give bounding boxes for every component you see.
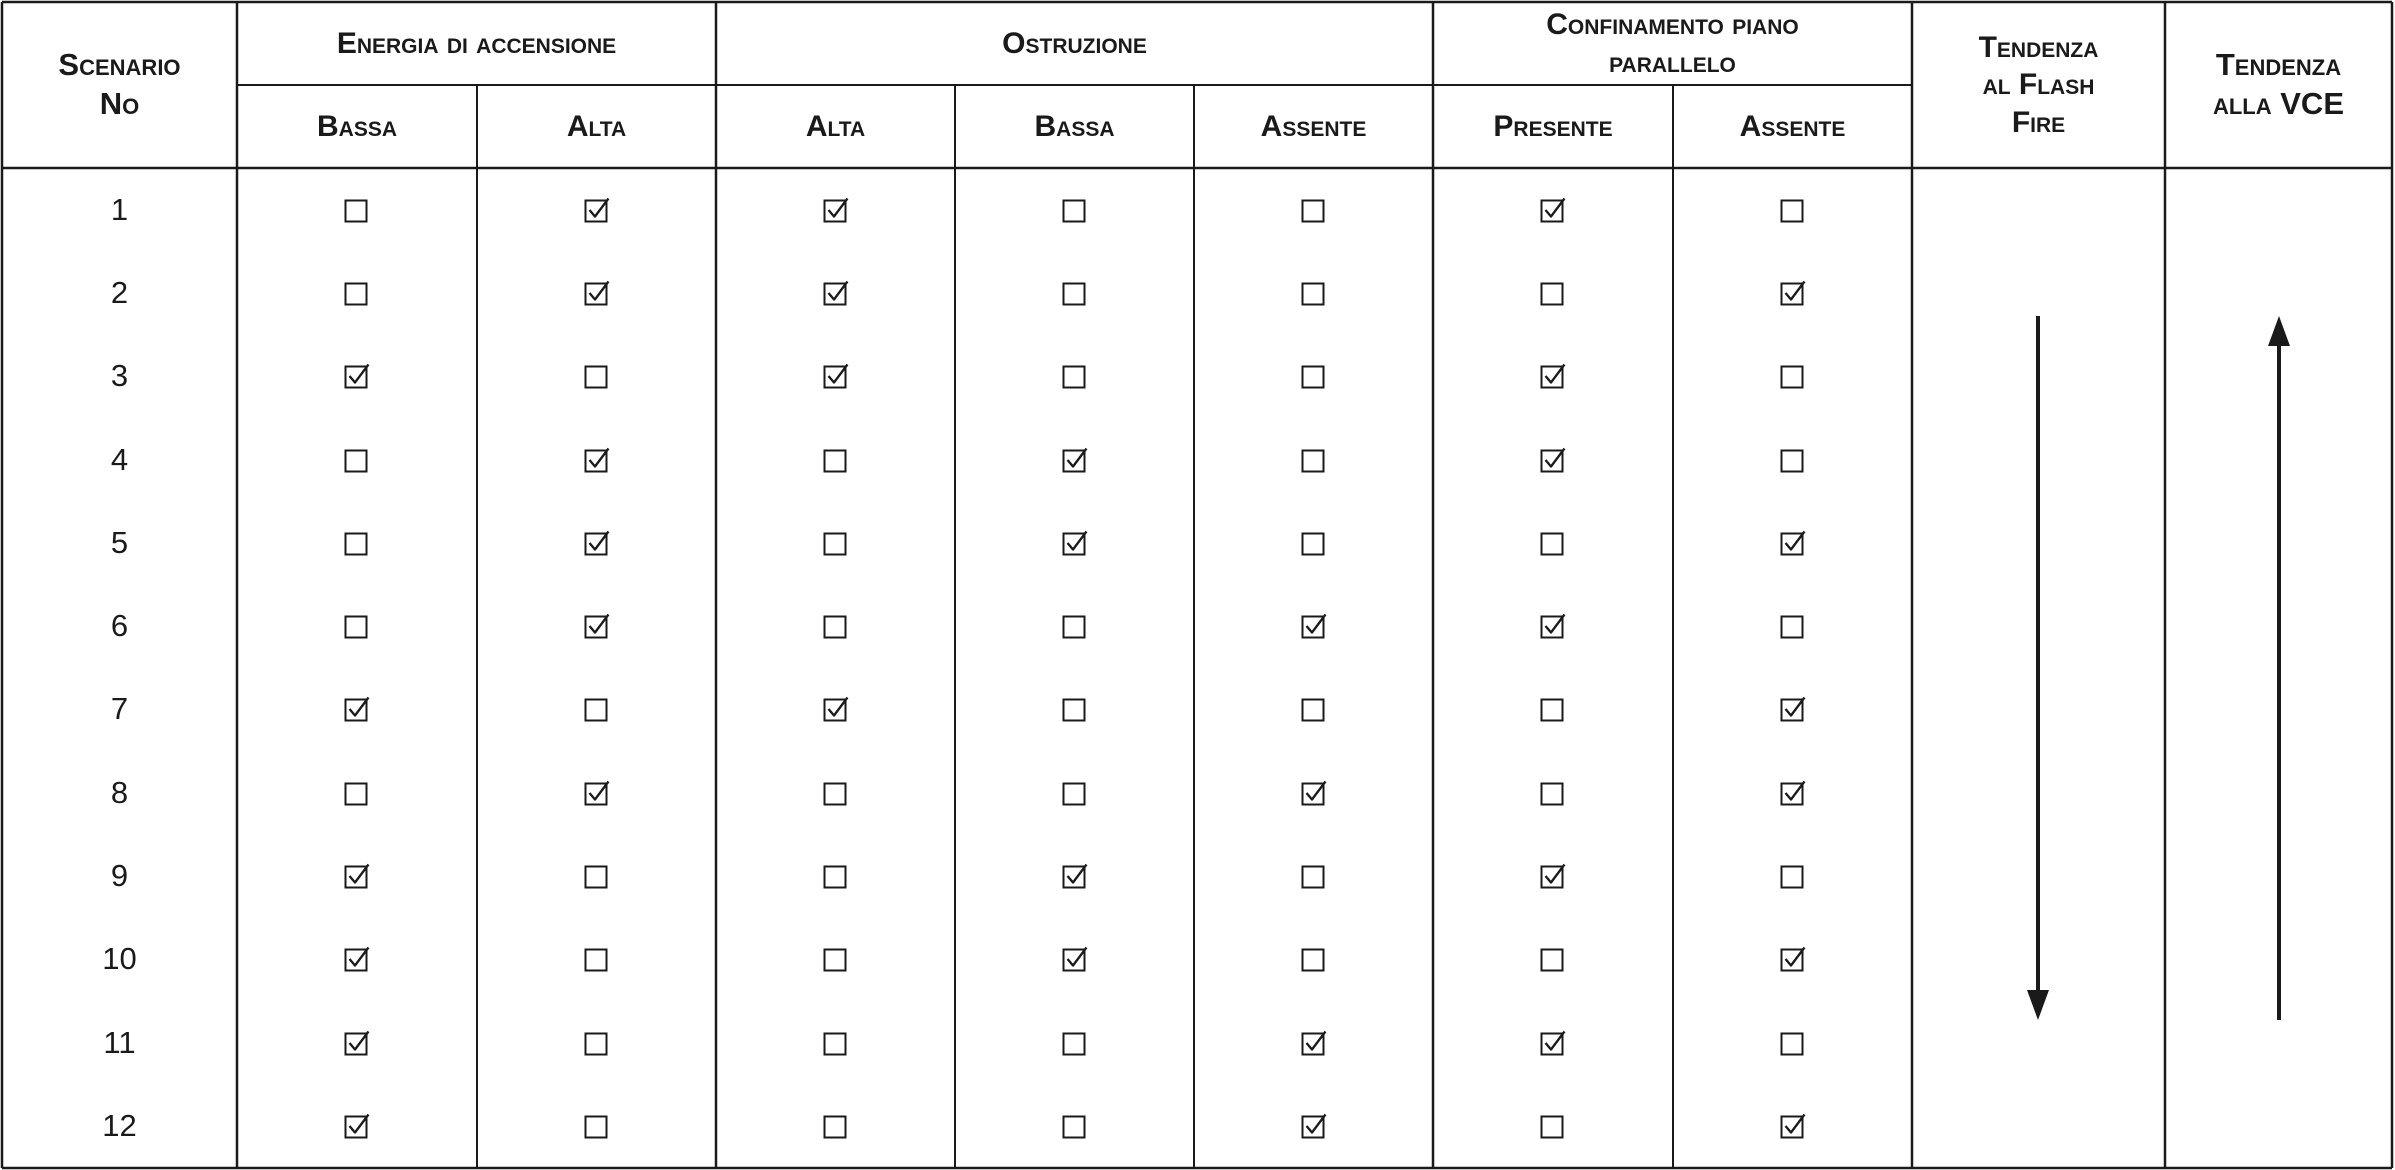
checkbox-cell-energy xyxy=(477,668,716,751)
checked-checkbox-icon xyxy=(344,863,370,889)
unchecked-checkbox-icon xyxy=(823,1030,849,1056)
scenario-number: 9 xyxy=(110,858,129,894)
checkbox-cell-energy xyxy=(237,918,477,1001)
checkbox-cell-obstruction xyxy=(716,918,955,1001)
unchecked-checkbox-icon xyxy=(1540,946,1566,972)
unchecked-checkbox-icon xyxy=(344,447,370,473)
checkbox-cell-confinement xyxy=(1433,251,1673,334)
checkbox-cell-confinement xyxy=(1673,585,1912,668)
unchecked-checkbox-icon xyxy=(823,613,849,639)
unchecked-checkbox-icon xyxy=(823,780,849,806)
header-confinamento: Confinamento piano parallelo xyxy=(1546,8,1799,79)
checkbox-cell-obstruction xyxy=(955,335,1194,418)
checked-checkbox-icon xyxy=(1540,613,1566,639)
checkbox-cell-energy xyxy=(237,834,477,917)
scenario-number: 11 xyxy=(103,1024,136,1060)
checked-checkbox-icon xyxy=(1540,1030,1566,1056)
checked-checkbox-icon xyxy=(1540,197,1566,223)
checkbox-cell-confinement xyxy=(1673,1001,1912,1084)
unchecked-checkbox-icon xyxy=(1301,530,1327,556)
unchecked-checkbox-icon xyxy=(1301,946,1327,972)
checkbox-cell-obstruction xyxy=(1194,251,1433,334)
subheader-ostruzione-0: Alta xyxy=(805,109,866,143)
checked-checkbox-icon xyxy=(823,197,849,223)
scenario-number: 1 xyxy=(110,191,129,227)
unchecked-checkbox-icon xyxy=(1062,197,1088,223)
checkbox-cell-obstruction xyxy=(955,918,1194,1001)
checkbox-cell-confinement xyxy=(1673,668,1912,751)
checkbox-cell-confinement xyxy=(1433,751,1673,834)
checked-checkbox-icon xyxy=(584,780,610,806)
checkbox-cell-obstruction xyxy=(1194,918,1433,1001)
checkbox-cell-confinement xyxy=(1433,418,1673,501)
checked-checkbox-icon xyxy=(1301,1113,1327,1139)
checkbox-cell-energy xyxy=(477,251,716,334)
checkbox-cell-confinement xyxy=(1433,1001,1673,1084)
unchecked-checkbox-icon xyxy=(1301,696,1327,722)
checkbox-cell-energy xyxy=(237,418,477,501)
checkbox-cell-energy xyxy=(237,501,477,584)
scenario-number: 4 xyxy=(110,441,129,477)
checkbox-cell-energy xyxy=(237,751,477,834)
checkbox-cell-energy xyxy=(237,1084,477,1167)
checkbox-cell-obstruction xyxy=(1194,335,1433,418)
unchecked-checkbox-icon xyxy=(1780,447,1806,473)
checkbox-cell-confinement xyxy=(1433,1084,1673,1167)
checkbox-cell-obstruction xyxy=(716,751,955,834)
checked-checkbox-icon xyxy=(1780,946,1806,972)
checked-checkbox-icon xyxy=(584,197,610,223)
unchecked-checkbox-icon xyxy=(823,530,849,556)
checked-checkbox-icon xyxy=(1301,780,1327,806)
checked-checkbox-icon xyxy=(1540,363,1566,389)
scenario-number: 3 xyxy=(110,358,129,394)
checkbox-cell-obstruction xyxy=(955,668,1194,751)
checkbox-cell-obstruction xyxy=(955,585,1194,668)
checkbox-cell-confinement xyxy=(1433,501,1673,584)
unchecked-checkbox-icon xyxy=(823,863,849,889)
checkbox-cell-energy xyxy=(237,668,477,751)
checked-checkbox-icon xyxy=(344,363,370,389)
checked-checkbox-icon xyxy=(344,1113,370,1139)
checkbox-cell-confinement xyxy=(1433,834,1673,917)
checkbox-cell-obstruction xyxy=(955,1084,1194,1167)
checkbox-cell-obstruction xyxy=(716,585,955,668)
checkbox-cell-obstruction xyxy=(716,251,955,334)
checked-checkbox-icon xyxy=(1301,1030,1327,1056)
unchecked-checkbox-icon xyxy=(1540,1113,1566,1139)
unchecked-checkbox-icon xyxy=(1062,613,1088,639)
unchecked-checkbox-icon xyxy=(584,1113,610,1139)
scenario-number: 2 xyxy=(110,274,129,310)
checkbox-cell-confinement xyxy=(1433,585,1673,668)
checked-checkbox-icon xyxy=(344,696,370,722)
scenario-number: 10 xyxy=(102,941,137,977)
checkbox-cell-obstruction xyxy=(955,168,1194,251)
scenario-number: 5 xyxy=(110,524,129,560)
checkbox-cell-confinement xyxy=(1673,335,1912,418)
checkbox-cell-energy xyxy=(477,501,716,584)
unchecked-checkbox-icon xyxy=(1062,780,1088,806)
unchecked-checkbox-icon xyxy=(1780,613,1806,639)
checkbox-cell-obstruction xyxy=(716,1084,955,1167)
checkbox-cell-energy xyxy=(477,834,716,917)
checkbox-cell-obstruction xyxy=(716,501,955,584)
checkbox-cell-energy xyxy=(237,1001,477,1084)
checked-checkbox-icon xyxy=(1780,280,1806,306)
unchecked-checkbox-icon xyxy=(1062,696,1088,722)
checkbox-cell-energy xyxy=(477,1001,716,1084)
unchecked-checkbox-icon xyxy=(1301,863,1327,889)
checkbox-cell-energy xyxy=(477,751,716,834)
unchecked-checkbox-icon xyxy=(344,530,370,556)
checkbox-cell-obstruction xyxy=(955,251,1194,334)
unchecked-checkbox-icon xyxy=(584,696,610,722)
vce-trend-arrow-icon xyxy=(2268,316,2290,1020)
checkbox-cell-confinement xyxy=(1673,501,1912,584)
checkbox-cell-confinement xyxy=(1433,335,1673,418)
unchecked-checkbox-icon xyxy=(1062,363,1088,389)
checkbox-cell-obstruction xyxy=(716,418,955,501)
checked-checkbox-icon xyxy=(1062,946,1088,972)
checkbox-cell-obstruction xyxy=(1194,1084,1433,1167)
checkbox-cell-confinement xyxy=(1673,834,1912,917)
checked-checkbox-icon xyxy=(1062,863,1088,889)
checkbox-cell-obstruction xyxy=(1194,585,1433,668)
header-scenario-no: Scenario No xyxy=(58,47,181,121)
header-energia-accensione: Energia di accensione xyxy=(336,26,617,60)
checked-checkbox-icon xyxy=(1062,530,1088,556)
checked-checkbox-icon xyxy=(823,363,849,389)
checkbox-cell-obstruction xyxy=(1194,668,1433,751)
subheader-confinamento-0: Presente xyxy=(1493,109,1613,143)
unchecked-checkbox-icon xyxy=(584,363,610,389)
unchecked-checkbox-icon xyxy=(1301,280,1327,306)
unchecked-checkbox-icon xyxy=(584,1030,610,1056)
unchecked-checkbox-icon xyxy=(1780,1030,1806,1056)
subheader-ostruzione-2: Assente xyxy=(1260,109,1367,143)
checkbox-cell-obstruction xyxy=(1194,168,1433,251)
scenario-number: 7 xyxy=(110,691,129,727)
checked-checkbox-icon xyxy=(1540,863,1566,889)
checkbox-cell-confinement xyxy=(1673,1084,1912,1167)
unchecked-checkbox-icon xyxy=(344,613,370,639)
unchecked-checkbox-icon xyxy=(344,780,370,806)
unchecked-checkbox-icon xyxy=(1301,197,1327,223)
checkbox-cell-obstruction xyxy=(955,501,1194,584)
checkbox-cell-obstruction xyxy=(955,418,1194,501)
header-tendenza-flash-fire: Tendenza al Flash Fire xyxy=(1978,30,2099,139)
unchecked-checkbox-icon xyxy=(1540,780,1566,806)
flash-fire-trend-arrow-icon xyxy=(2027,316,2049,1020)
checkbox-cell-obstruction xyxy=(1194,834,1433,917)
unchecked-checkbox-icon xyxy=(823,1113,849,1139)
unchecked-checkbox-icon xyxy=(1540,530,1566,556)
checked-checkbox-icon xyxy=(1780,780,1806,806)
unchecked-checkbox-icon xyxy=(1540,280,1566,306)
subheader-energia-0: Bassa xyxy=(316,109,397,143)
checked-checkbox-icon xyxy=(1780,696,1806,722)
header-tendenza-vce: Tendenza alla VCE xyxy=(2212,47,2344,121)
checked-checkbox-icon xyxy=(1540,447,1566,473)
header-ostruzione: Ostruzione xyxy=(1002,26,1147,60)
checked-checkbox-icon xyxy=(344,946,370,972)
unchecked-checkbox-icon xyxy=(1062,1113,1088,1139)
checkbox-cell-obstruction xyxy=(716,168,955,251)
unchecked-checkbox-icon xyxy=(1062,1030,1088,1056)
checkbox-cell-confinement xyxy=(1673,251,1912,334)
checkbox-cell-confinement xyxy=(1673,418,1912,501)
checkbox-cell-energy xyxy=(477,418,716,501)
unchecked-checkbox-icon xyxy=(584,946,610,972)
checked-checkbox-icon xyxy=(584,613,610,639)
checkbox-cell-confinement xyxy=(1673,168,1912,251)
unchecked-checkbox-icon xyxy=(344,197,370,223)
checked-checkbox-icon xyxy=(584,280,610,306)
checkbox-cell-obstruction xyxy=(955,834,1194,917)
unchecked-checkbox-icon xyxy=(823,946,849,972)
checkbox-cell-confinement xyxy=(1433,918,1673,1001)
checkbox-cell-obstruction xyxy=(1194,1001,1433,1084)
checkbox-cell-obstruction xyxy=(716,335,955,418)
checkbox-cell-confinement xyxy=(1673,751,1912,834)
unchecked-checkbox-icon xyxy=(1301,363,1327,389)
checked-checkbox-icon xyxy=(1062,447,1088,473)
checkbox-cell-energy xyxy=(237,251,477,334)
checkbox-cell-obstruction xyxy=(1194,751,1433,834)
checkbox-cell-energy xyxy=(237,168,477,251)
unchecked-checkbox-icon xyxy=(1062,280,1088,306)
scenario-number: 8 xyxy=(110,774,129,810)
subheader-confinamento-1: Assente xyxy=(1739,109,1846,143)
checked-checkbox-icon xyxy=(1301,613,1327,639)
scenario-number: 12 xyxy=(102,1107,137,1143)
checked-checkbox-icon xyxy=(1780,1113,1806,1139)
unchecked-checkbox-icon xyxy=(1780,863,1806,889)
checkbox-cell-obstruction xyxy=(716,668,955,751)
scenario-number: 6 xyxy=(110,608,129,644)
checked-checkbox-icon xyxy=(344,1030,370,1056)
checkbox-cell-obstruction xyxy=(1194,418,1433,501)
checkbox-cell-energy xyxy=(477,335,716,418)
checked-checkbox-icon xyxy=(823,280,849,306)
checked-checkbox-icon xyxy=(823,696,849,722)
checkbox-cell-energy xyxy=(237,585,477,668)
subheader-energia-1: Alta xyxy=(566,109,627,143)
checkbox-cell-obstruction xyxy=(1194,501,1433,584)
checkbox-cell-confinement xyxy=(1673,918,1912,1001)
checked-checkbox-icon xyxy=(584,530,610,556)
unchecked-checkbox-icon xyxy=(1780,197,1806,223)
checkbox-cell-energy xyxy=(477,168,716,251)
checked-checkbox-icon xyxy=(584,447,610,473)
checkbox-cell-confinement xyxy=(1433,168,1673,251)
unchecked-checkbox-icon xyxy=(823,447,849,473)
unchecked-checkbox-icon xyxy=(344,280,370,306)
checkbox-cell-obstruction xyxy=(716,834,955,917)
checkbox-cell-confinement xyxy=(1433,668,1673,751)
checkbox-cell-energy xyxy=(477,585,716,668)
unchecked-checkbox-icon xyxy=(1540,696,1566,722)
checkbox-cell-obstruction xyxy=(955,1001,1194,1084)
unchecked-checkbox-icon xyxy=(584,863,610,889)
checkbox-cell-obstruction xyxy=(955,751,1194,834)
subheader-ostruzione-1: Bassa xyxy=(1034,109,1115,143)
checked-checkbox-icon xyxy=(1780,530,1806,556)
checkbox-cell-energy xyxy=(237,335,477,418)
checkbox-cell-energy xyxy=(477,918,716,1001)
checkbox-cell-obstruction xyxy=(716,1001,955,1084)
unchecked-checkbox-icon xyxy=(1780,363,1806,389)
checkbox-cell-energy xyxy=(477,1084,716,1167)
unchecked-checkbox-icon xyxy=(1301,447,1327,473)
